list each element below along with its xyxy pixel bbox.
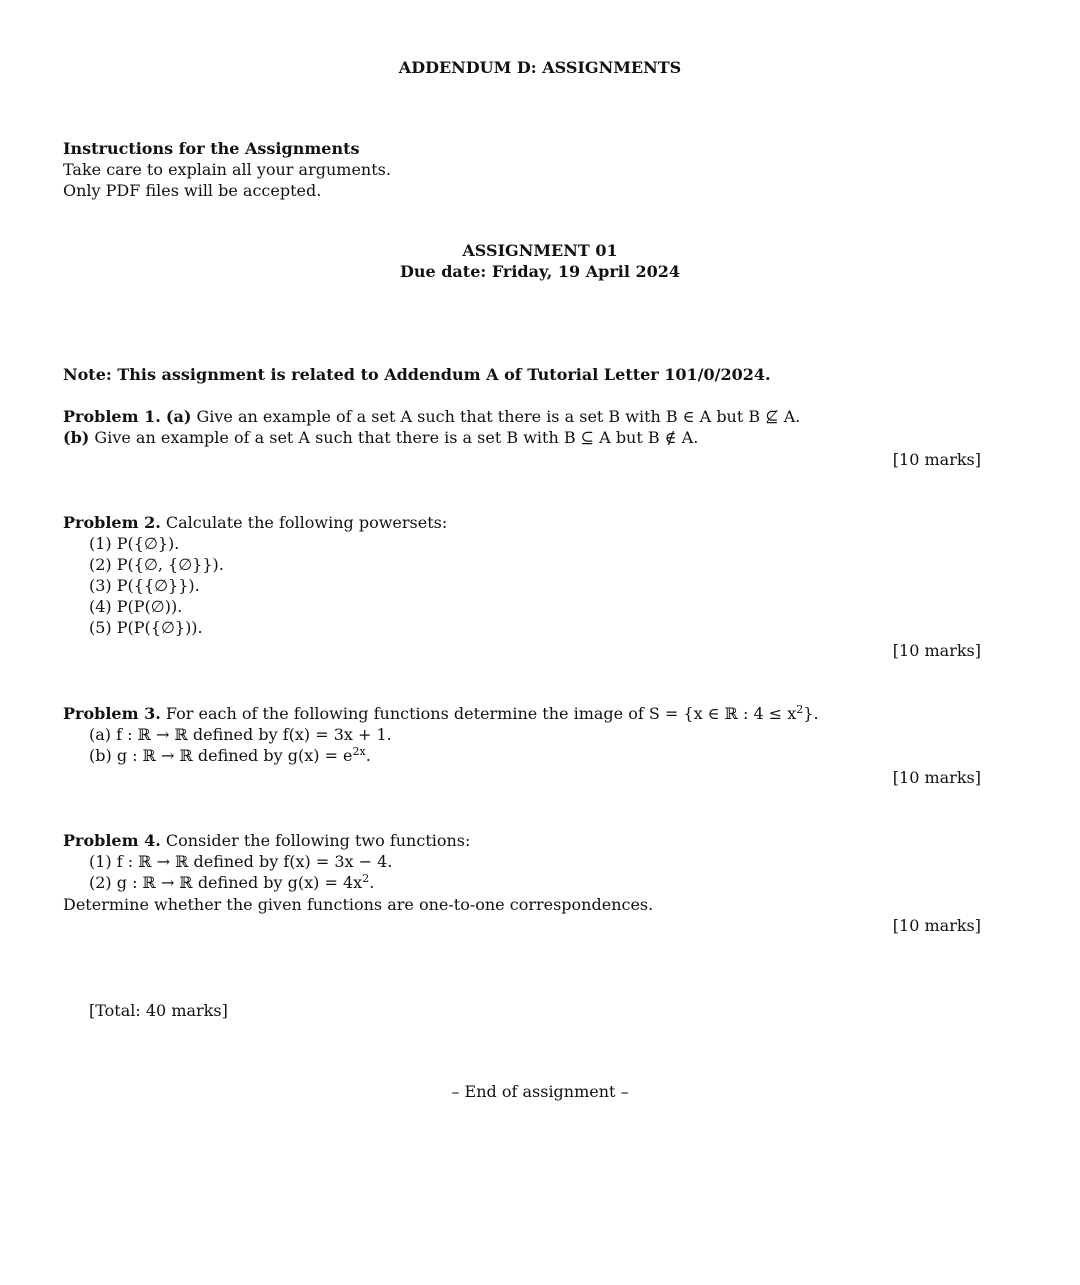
end-of-assignment: – End of assignment –: [451, 1082, 629, 1101]
problem-2-list: [89, 533, 224, 638]
list-item: (1) P({∅}).: [89, 534, 180, 553]
instruction-line: Only PDF files will be accepted.: [63, 181, 322, 200]
assignment-note: Note: This assignment is related to Addendum A of Tutorial Letter 101/0/2024.: [63, 365, 771, 384]
list-item: (3) P({{∅}}).: [89, 576, 200, 595]
list-item-text: (b) g : ℝ → ℝ defined by g(x) = e: [89, 746, 353, 765]
problem-3-list: [89, 724, 392, 766]
assignment-title: ASSIGNMENT 01: [462, 241, 618, 260]
list-item: (4) P(P(∅)).: [89, 597, 183, 616]
list-item-text: (a) f : ℝ → ℝ defined by f(x) = 3x + 1.: [89, 725, 392, 744]
exponent: 2x: [352, 745, 366, 758]
problem-1-label: Problem 1.: [63, 407, 161, 426]
problem-1a-text: Give an example of a set A such that there is a set B with B ∈ A but B ⊈ A.: [196, 407, 801, 426]
exponent: 2: [362, 872, 370, 885]
problem-1b-text: Give an example of a set A such that there is a set B with B ⊆ A but B ∉ A.: [94, 428, 699, 447]
problem-1: [63, 406, 800, 448]
problem-3-intro-exponent: 2: [796, 703, 804, 716]
problem-3: [63, 703, 819, 724]
list-item-end: .: [369, 873, 375, 892]
problem-1a-label: (a): [165, 407, 192, 426]
due-date: Due date: Friday, 19 April 2024: [399, 262, 681, 281]
list-item: [89, 851, 392, 872]
list-item: (2) P({∅, {∅}}).: [89, 555, 224, 574]
problem-2-label: Problem 2.: [63, 513, 161, 532]
list-item: [89, 745, 392, 766]
instructions-heading: Instructions for the Assignments: [63, 139, 360, 158]
list-item-end: .: [365, 746, 371, 765]
problem-3-intro: For each of the following functions determine the image of S = {x ∈ ℝ : 4 ≤ x: [165, 704, 797, 723]
problem-2-intro: Calculate the following powersets:: [165, 513, 448, 532]
list-item-text: (1) f : ℝ → ℝ defined by f(x) = 3x − 4.: [89, 852, 393, 871]
list-item: [89, 872, 392, 893]
total-marks: [Total: 40 marks]: [89, 1001, 228, 1020]
problem-1b-label: (b): [63, 428, 90, 447]
problem-4-marks: [10 marks]: [892, 916, 981, 935]
addendum-title: ADDENDUM D: ASSIGNMENTS: [398, 58, 682, 77]
problem-1-marks: [10 marks]: [892, 450, 981, 469]
problem-3-label: Problem 3.: [63, 704, 161, 723]
problem-4-conclusion: Determine whether the given functions are one-to-one correspondences.: [63, 895, 654, 914]
instructions-block: [63, 138, 391, 201]
problem-2-marks: [10 marks]: [892, 641, 981, 660]
problem-3-marks: [10 marks]: [892, 768, 981, 787]
problem-4-label: Problem 4.: [63, 831, 161, 850]
list-item-text: (2) g : ℝ → ℝ defined by g(x) = 4x: [89, 873, 363, 892]
problem-3-intro-end: }.: [803, 704, 819, 723]
list-item: [89, 724, 392, 745]
problem-4-intro: Consider the following two functions:: [165, 831, 471, 850]
problem-2: [63, 512, 447, 533]
instruction-line: Take care to explain all your arguments.: [63, 160, 391, 179]
list-item: (5) P(P({∅})).: [89, 618, 203, 637]
problem-4-list: [89, 851, 392, 893]
problem-4: [63, 830, 470, 851]
